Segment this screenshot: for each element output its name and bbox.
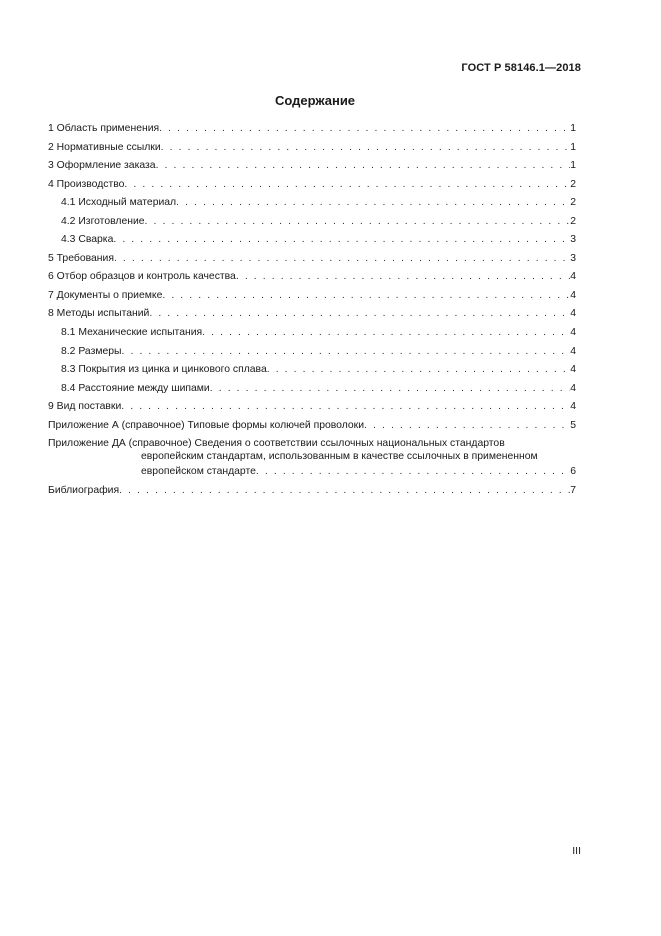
toc-entry-page: 2 <box>570 197 576 209</box>
toc-title: Содержание <box>274 93 356 108</box>
toc-entry-page: 4 <box>570 308 576 320</box>
toc-entry-page: 7 <box>570 484 576 496</box>
toc-entry-page: 2 <box>570 215 576 227</box>
toc-entry-8[interactable] <box>48 307 576 320</box>
toc-entry-page: 3 <box>570 252 576 264</box>
toc-entry-4-2[interactable] <box>48 215 576 228</box>
toc-entry-page: 1 <box>570 141 576 153</box>
toc-entry-label: Библиография <box>48 484 120 496</box>
toc-entry-page: 3 <box>570 234 576 246</box>
toc-entry-4-3[interactable] <box>48 233 576 246</box>
toc-entry-label: 4.2 Изготовление <box>61 215 145 227</box>
toc-entry-8-2[interactable] <box>48 345 576 358</box>
toc-entry-label: 8.1 Механические испытания <box>61 327 203 339</box>
toc-leader-dots <box>119 484 570 497</box>
page-number: III <box>572 845 581 857</box>
toc-entry-label-line-1: Приложение ДА (справочное) Сведения о соответствии ссылочных национальных стандартов <box>48 438 505 450</box>
toc-entry-page: 4 <box>570 382 576 394</box>
toc-leader-dots <box>161 141 571 154</box>
toc-entry-label: 5 Требования <box>48 252 114 264</box>
toc-entry-4-1[interactable] <box>48 196 576 209</box>
toc-entry-bibliography[interactable] <box>48 484 576 497</box>
toc-entry-1[interactable] <box>48 122 576 135</box>
toc-entry-label: 6 Отбор образцов и контроль качества <box>48 271 236 283</box>
toc-leader-dots <box>176 196 570 209</box>
toc-entry-label: 4.3 Сварка <box>61 234 114 246</box>
toc-entry-7[interactable] <box>48 289 576 302</box>
toc-entry-page: 4 <box>570 271 576 283</box>
toc-entry-8-3[interactable] <box>48 363 576 376</box>
toc-leader-dots <box>113 233 570 246</box>
toc-entry-label: 8.2 Размеры <box>61 345 122 357</box>
toc-leader-dots <box>210 382 570 395</box>
toc-entry-5[interactable] <box>48 252 576 265</box>
toc-leader-dots <box>121 400 570 413</box>
toc-leader-dots <box>124 178 570 191</box>
toc-entry-appendix-da[interactable] <box>48 437 576 478</box>
toc-entry-page: 1 <box>570 160 576 172</box>
toc-entry-9[interactable] <box>48 400 576 413</box>
toc-entry-2[interactable] <box>48 141 576 154</box>
toc-leader-dots <box>122 345 571 358</box>
toc-entry-label-line-2: европейским стандартам, использованным в качестве ссылочных в примененном <box>141 451 538 463</box>
toc-entry-page: 4 <box>570 401 576 413</box>
toc-entry-last-line <box>48 464 576 478</box>
toc-entry-page: 4 <box>570 345 576 357</box>
toc-leader-dots <box>236 270 570 283</box>
toc-leader-dots <box>162 289 570 302</box>
toc-entry-3[interactable] <box>48 159 576 172</box>
toc-entry-page: 4 <box>570 289 576 301</box>
toc-leader-dots <box>256 465 570 478</box>
toc-entry-label: 4 Производство <box>48 178 125 190</box>
document-code: ГОСТ Р 58146.1—2018 <box>461 62 581 74</box>
toc-entry-label: 8.3 Покрытия из цинка и цинкового сплава <box>61 364 267 376</box>
toc-entry-page: 6 <box>570 466 576 478</box>
toc-entry-page: 1 <box>570 123 576 134</box>
toc-entry-label: 4.1 Исходный материал <box>61 197 177 209</box>
toc-entry-page: 4 <box>570 327 576 339</box>
toc-entry-page: 5 <box>570 419 576 431</box>
toc-entry-label: 1 Область применения <box>48 123 160 134</box>
toc-leader-dots <box>114 252 570 265</box>
toc-entry-page: 4 <box>570 364 576 376</box>
toc-leader-dots <box>202 326 570 339</box>
toc-entry-page: 2 <box>570 178 576 190</box>
toc-entry-label: 9 Вид поставки <box>48 401 122 413</box>
toc-leader-dots <box>156 159 571 172</box>
toc-leader-dots <box>267 363 571 376</box>
toc-entry-label: 7 Документы о приемке <box>48 289 163 301</box>
toc-entry-appendix-a[interactable] <box>48 419 576 432</box>
toc-entry-label: Приложение А (справочное) Типовые формы колючей проволоки <box>48 419 365 431</box>
toc-entry-4[interactable] <box>48 178 576 191</box>
toc-entry-label: 8.4 Расстояние между шипами <box>61 382 210 394</box>
table-of-contents <box>48 122 576 502</box>
toc-entry-label: 2 Нормативные ссылки <box>48 141 161 153</box>
toc-leader-dots <box>159 122 570 135</box>
toc-entry-label: 3 Оформление заказа <box>48 160 156 172</box>
toc-entry-label: 8 Методы испытаний <box>48 308 150 320</box>
toc-entry-label-line-3: европейском стандарте <box>141 466 256 478</box>
toc-entry-8-1[interactable] <box>48 326 576 339</box>
toc-leader-dots <box>145 215 571 228</box>
toc-leader-dots <box>149 307 570 320</box>
toc-entry-8-4[interactable] <box>48 382 576 395</box>
toc-entry-6[interactable] <box>48 270 576 283</box>
toc-leader-dots <box>364 419 570 432</box>
